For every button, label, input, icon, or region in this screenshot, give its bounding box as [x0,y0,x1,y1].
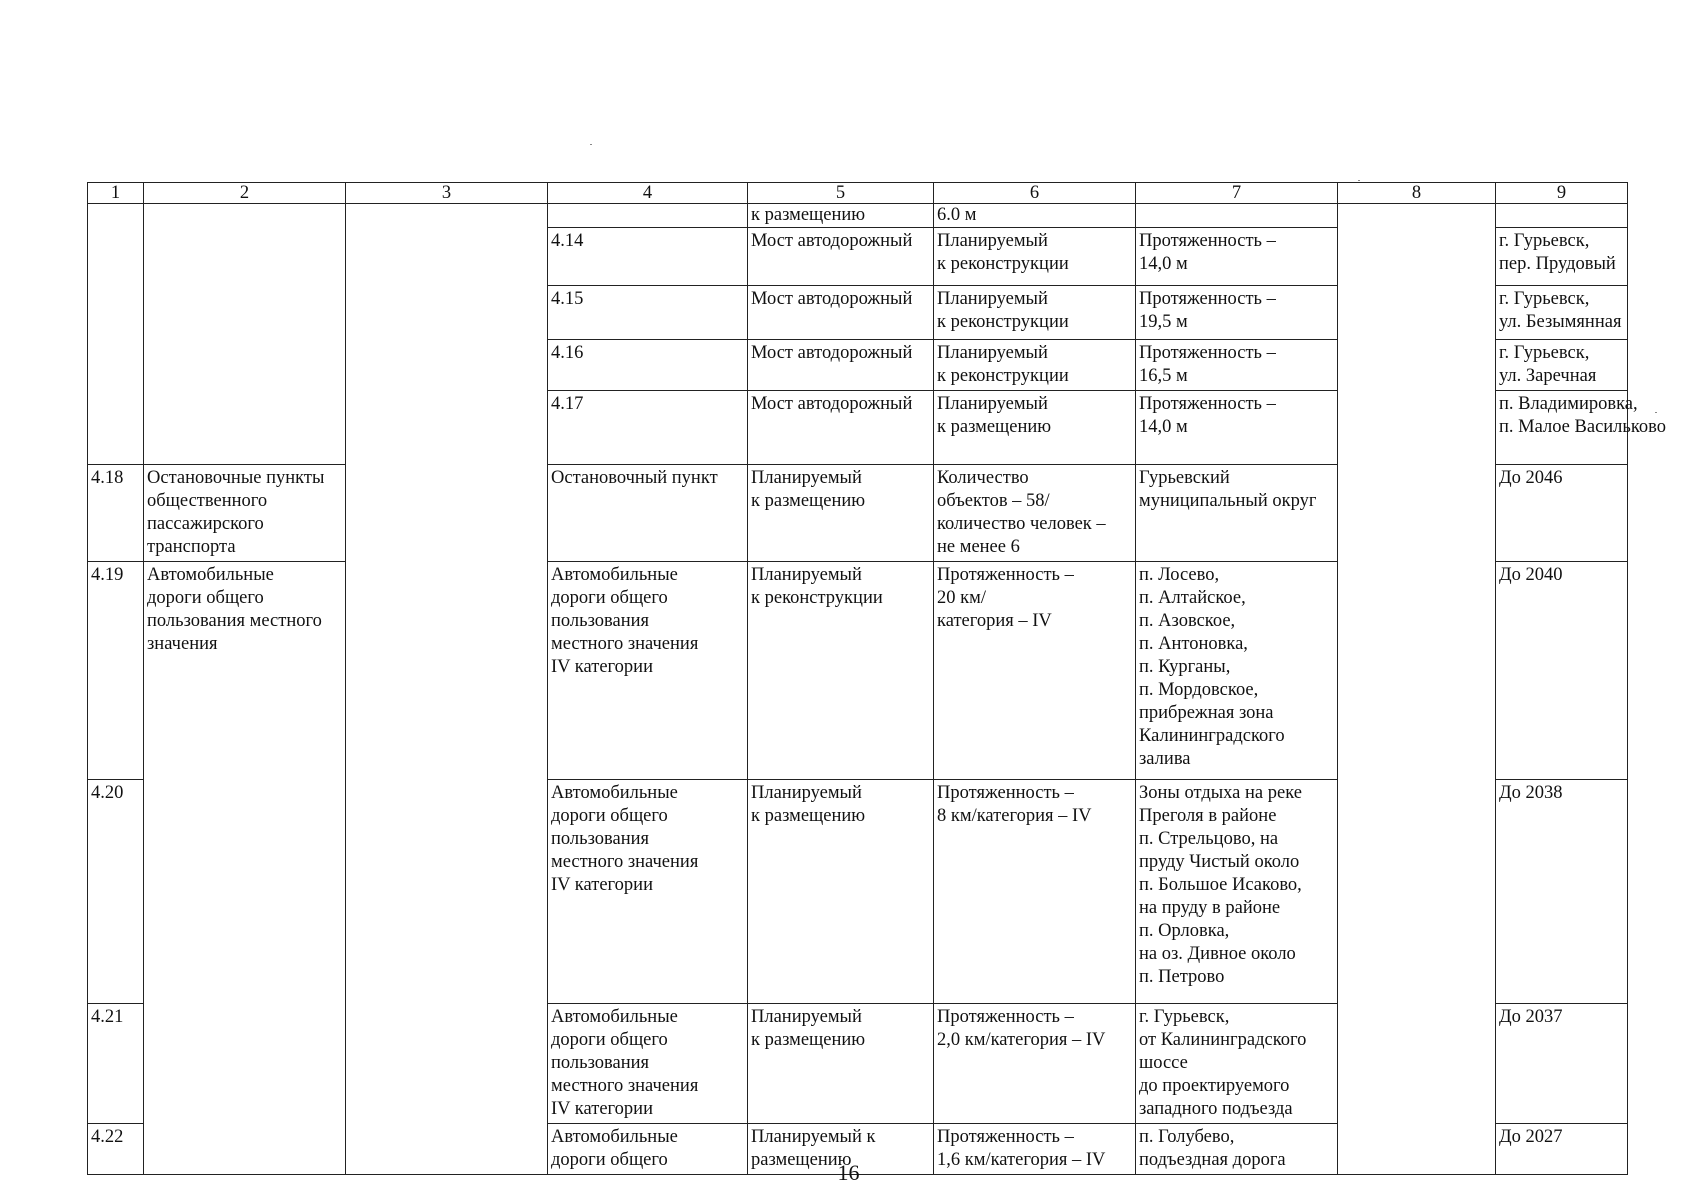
text-line: на оз. Дивное около [1139,944,1296,964]
text-line: Протяженность – [937,783,1074,803]
text-line: п. Малое Васильково [1499,417,1667,437]
object-parameters [1136,286,1338,340]
text-line: п. Курганы, [1139,657,1231,677]
text-line: 19,5 м [1139,312,1188,332]
text-line: значения [147,634,218,654]
object-status [748,465,934,562]
text-line: IV категории [551,657,653,677]
text-line: п. Алтайское, [1139,588,1246,608]
text-line: Планируемый [937,231,1048,251]
text-line: дороги общего [551,1030,668,1050]
object-name [548,1004,748,1124]
text-line: п. Петрово [1139,967,1225,987]
text-line: к реконструкции [937,366,1069,386]
text-line: п. Антоновка, [1139,634,1248,654]
object-location [1136,780,1338,1004]
text-line: дороги общего [551,806,668,826]
planning-table [87,182,1667,1175]
text-line: дороги общего [147,588,264,608]
text-line: пользования [551,611,650,631]
text-line: Остановочные пункты [147,468,325,488]
text-line: г. Гурьевск, [1499,289,1590,309]
text-line: подъездная дорога [1139,1150,1286,1170]
row-number: 4.17 [548,391,748,465]
text-line: к размещению [751,491,866,511]
text-line: Автомобильные [551,1127,678,1147]
text-line: Калининградского [1139,726,1285,746]
row-number: 4.20 [88,780,144,1004]
object-location [1496,228,1628,286]
object-deadline: До 2038 [1496,780,1628,1004]
object-deadline: До 2037 [1496,1004,1628,1124]
text-line: Автомобильные [551,1007,678,1027]
text-line: п. Мордовское, [1139,680,1259,700]
table-cell-col1 [88,204,144,465]
text-line: Планируемый [937,289,1048,309]
text-line: пользования местного [147,611,322,631]
category-name [144,465,346,562]
object-deadline: До 2040 [1496,562,1628,780]
table-cell-col9 [1496,204,1628,228]
text-line: 16,5 м [1139,366,1188,386]
object-location [1136,465,1338,562]
col-header-6: 6 [934,183,1136,204]
text-line: прибрежная зона [1139,703,1274,723]
object-parameters [934,1004,1136,1124]
text-line: п. Стрельцово, на [1139,829,1279,849]
object-parameters [1136,228,1338,286]
text-line: г. Гурьевск, [1499,231,1590,251]
text-line: к реконструкции [937,312,1069,332]
text-line: п. Орловка, [1139,921,1230,941]
object-status [934,286,1136,340]
text-line: Протяженность – [1139,289,1276,309]
text-line: категория – IV [937,611,1052,631]
text-line: 14,0 м [1139,254,1188,274]
row-number: 4.16 [548,340,748,391]
text-line: к размещению [751,806,866,826]
text-line: размещению [751,1150,852,1170]
row-number: 4.14 [548,228,748,286]
object-status [748,562,934,780]
text-line: западного подъезда [1139,1099,1293,1119]
text-line: количество человек – [937,514,1106,534]
scan-speck [1358,180,1360,181]
col-header-5: 5 [748,183,934,204]
object-status [934,228,1136,286]
text-line: Планируемый [751,783,862,803]
object-name [548,562,748,780]
text-line: 20 км/ [937,588,986,608]
col-header-3: 3 [346,183,548,204]
text-line: 2,0 км/категория – IV [937,1030,1106,1050]
text-line: местного значения [551,634,699,654]
text-line: дороги общего [551,1150,668,1170]
row-number: 4.19 [88,562,144,780]
text-line: Планируемый [751,565,862,585]
table-cell-col2 [144,204,346,465]
object-deadline: До 2027 [1496,1124,1628,1175]
text-line: не менее 6 [937,537,1020,557]
text-line: 14,0 м [1139,417,1188,437]
object-parameters [1136,340,1338,391]
row-number: 4.15 [548,286,748,340]
object-parameters [1136,391,1338,465]
text-line: п. Голубево, [1139,1127,1235,1147]
text-line: г. Гурьевск, [1139,1007,1230,1027]
col-header-2: 2 [144,183,346,204]
text-line: на пруду в районе [1139,898,1281,918]
col-header-1: 1 [88,183,144,204]
object-name: Мост автодорожный [748,391,934,465]
text-line: объектов – 58/ [937,491,1050,511]
table-cell-col4 [548,204,748,228]
table-cell-col7 [1136,204,1338,228]
object-deadline: До 2046 [1496,465,1628,562]
text-line: г. Гурьевск, [1499,343,1590,363]
text-line: местного значения [551,852,699,872]
text-line: Автомобильные [551,565,678,585]
text-line: общественного [147,491,268,511]
text-line: к размещению [751,1030,866,1050]
text-line: транспорта [147,537,236,557]
object-status [748,780,934,1004]
text-line: пер. Прудовый [1499,254,1616,274]
text-line: IV категории [551,875,653,895]
row-number: 4.22 [88,1124,144,1175]
object-location [1136,562,1338,780]
text-line: п. Лосево, [1139,565,1220,585]
scan-speck [590,144,592,145]
text-line: Преголя в районе [1139,806,1277,826]
text-line: шоссе [1139,1053,1188,1073]
text-line: Зоны отдыха на реке [1139,783,1302,803]
text-line: до проектируемого [1139,1076,1290,1096]
text-line: 8 км/категория – IV [937,806,1092,826]
col-header-4: 4 [548,183,748,204]
text-line: Протяженность – [937,565,1074,585]
object-name [548,780,748,1004]
text-line: к реконструкции [751,588,883,608]
page-number: 16 [837,1160,860,1185]
object-status [934,340,1136,391]
text-line: ул. Безымянная [1499,312,1622,332]
table-cell-col8 [1338,204,1496,1175]
text-line: Протяженность – [937,1127,1074,1147]
text-line: пруду Чистый около [1139,852,1300,872]
col-header-9: 9 [1496,183,1628,204]
text-line: ул. Заречная [1499,366,1597,386]
text-line: п. Большое Исаково, [1139,875,1302,895]
text-line: Протяженность – [1139,343,1276,363]
object-name: Мост автодорожный [748,286,934,340]
text-line: Количество [937,468,1029,488]
continuation-row [88,204,1628,228]
text-line: местного значения [551,1076,699,1096]
object-name: Мост автодорожный [748,340,934,391]
text-line: пассажирского [147,514,264,534]
object-parameters [934,780,1136,1004]
object-name: Остановочный пункт [548,465,748,562]
text-line: к реконструкции [937,254,1069,274]
object-status [748,1004,934,1124]
object-location [1496,340,1628,391]
text-line: Протяженность – [937,1007,1074,1027]
row-number: 4.21 [88,1004,144,1124]
text-line: Планируемый [937,394,1048,414]
category-name [144,562,346,1175]
text-line: к размещению [937,417,1052,437]
row-number: 4.18 [88,465,144,562]
text-line: п. Владимировка, [1499,394,1638,414]
text-line: 1,6 км/категория – IV [937,1150,1106,1170]
text-line: IV категории [551,1099,653,1119]
table-cell-col3 [346,204,548,1175]
text-line: от Калининградского [1139,1030,1307,1050]
text-line: залива [1139,749,1191,769]
text-line: Планируемый к [751,1127,876,1147]
text-line: Протяженность – [1139,394,1276,414]
object-parameters [934,562,1136,780]
object-location [1496,391,1667,465]
text-line: Автомобильные [551,783,678,803]
text-line: Протяженность – [1139,231,1276,251]
text-line: Планируемый [937,343,1048,363]
object-name: Мост автодорожный [748,228,934,286]
text-line: Гурьевский [1139,468,1230,488]
header-row [88,183,1628,204]
text-line: Планируемый [751,1007,862,1027]
object-location [1136,1004,1338,1124]
text-line: дороги общего [551,588,668,608]
object-status [934,391,1136,465]
text-line: пользования [551,1053,650,1073]
table-cell-col6: 6.0 м [934,204,1136,228]
object-location [1496,286,1628,340]
text-line: Планируемый [751,468,862,488]
text-line: муниципальный округ [1139,491,1317,511]
col-header-8: 8 [1338,183,1496,204]
text-line: Автомобильные [147,565,274,585]
object-parameters [934,465,1136,562]
text-line: пользования [551,829,650,849]
scan-speck [1655,412,1657,413]
text-line: п. Азовское, [1139,611,1236,631]
table-cell-col5: к размещению [748,204,934,228]
col-header-7: 7 [1136,183,1338,204]
